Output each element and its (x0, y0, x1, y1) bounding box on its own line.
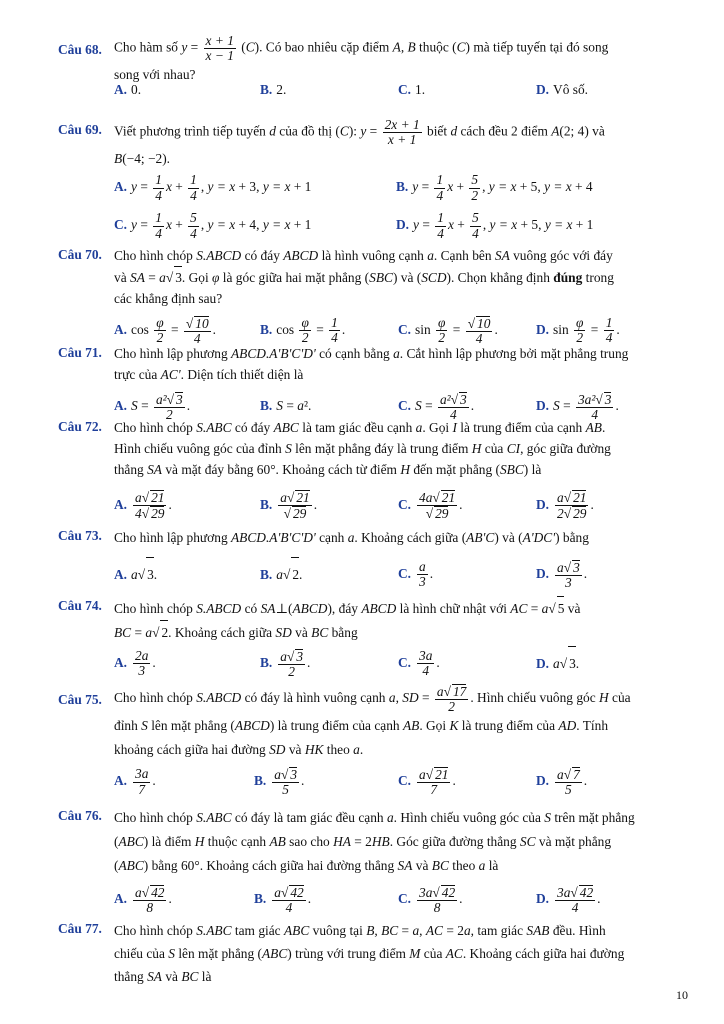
question-number: Câu 74. (58, 598, 102, 613)
question-stem: Cho hình chóp S.ABCD có đáy ABCD là hình vuông cạnh a. Cạnh bên SA vuông góc với đáy và SA = a√ 3. Gọi φ là góc giữa hai mặt phẳng (SBC) và (SCD). Chọn khẳng định đúng trong các khẳng định sau? (114, 248, 614, 306)
option-a: A. cos $\frac{\varphi}{2}$ = $\frac{√ 10}{4}$ . (114, 315, 217, 346)
question-71 (58, 343, 688, 423)
page-number: 10 (676, 988, 688, 1002)
option-c: C. S = $\frac{\text{a²√ 3}}{4}$ . (398, 391, 475, 422)
question-number: Câu 76. (58, 808, 102, 823)
option-d: D. $\frac{a√ 3}{3}$ . (536, 559, 588, 590)
options (114, 313, 688, 347)
question-number: Câu 68. (58, 42, 102, 57)
question-stem: Cho hình chóp S.ABCD có SA⊥(ABCD), đáy ABCD là hình chữ nhật với AC = a√ 5 và BC = a√ 2. Khoảng cách giữa SD và BC bằng (114, 596, 688, 644)
option-c: C. sin $\frac{\varphi}{2}$ = $\frac{√ 10}{4}$ . (398, 315, 498, 346)
option-d: D. a√ 3. (536, 646, 579, 681)
option-d: D. sin $\frac{\varphi}{2}$ = $\frac{1}{4}$ . (536, 315, 620, 346)
question-number: Câu 70. (58, 247, 102, 262)
question-number: Câu 75. (58, 692, 102, 707)
option-b: B. cos $\frac{\varphi}{2}$ = $\frac{1}{4}$ . (260, 315, 346, 346)
question-77 (58, 919, 688, 988)
question-number: Câu 69. (58, 122, 102, 137)
question-stem: Cho hình chóp S.ABC tam giác ABC vuông tại B, BC = a, AC = 2a, tam giác SAB đều. Hình chiếu của S lên mặt phẳng (ABC) trùng với trung điểm M của AC. Khoảng cách giữa hai đường thẳng SA và BC là (114, 923, 625, 984)
option-d: D. $\frac{3a√ 42}{4}$ . (536, 884, 601, 915)
option-a: A. $\frac{a√ 21}{4√ 29}$ . (114, 490, 172, 522)
option-b: B. 2. (260, 82, 287, 98)
question-stem: Viết phương trình tiếp tuyến d của đồ thị (C): y = $\frac{2x + 1}{x + 1}$ biết d cách đều 2 điểm A(2; 4) và B(−4; −2). (114, 117, 605, 167)
options (114, 764, 688, 798)
option-a: A. $\frac{a√ 42}{8}$ . (114, 884, 172, 915)
option-a: A. S = $\frac{\text{a²√ 3}}{2}$ . (114, 391, 191, 422)
options-row-2 (114, 208, 688, 242)
option-a: A. $\frac{2a}{3}$ . (114, 648, 156, 679)
question-72 (58, 417, 688, 524)
option-c: C. $\frac{a}{3}$ . (398, 559, 434, 590)
question-69 (58, 118, 688, 242)
option-d: D. y = $\frac{1}{4}$ x + $\frac{5}{4}$ , y = x + 5, y = x + 1 (396, 210, 594, 241)
question-74 (58, 596, 688, 680)
option-d: D. Vô số. (536, 82, 588, 98)
option-a: A. 0. (114, 82, 142, 98)
option-c: C. 1. (398, 82, 426, 98)
option-b: B. $\frac{a√ 21}{√ 29}$ . (260, 490, 318, 522)
option-c: C. $\frac{3a}{4}$ . (398, 648, 440, 679)
question-number: Câu 72. (58, 419, 102, 434)
option-a: A. a√ 3. (114, 557, 157, 592)
question-stem: Cho hình lập phương ABCD.A'B'C'D' cạnh a. Khoảng cách giữa (AB'C) và (A'DC') bằng (114, 530, 589, 545)
question-number: Câu 71. (58, 345, 102, 360)
option-a: A. $\frac{3a}{7}$ . (114, 766, 156, 797)
question-number: Câu 77. (58, 921, 102, 936)
option-c: C. $\frac{a√ 21}{7}$ . (398, 766, 456, 798)
options-row-1 (114, 170, 688, 204)
option-b: B. $\frac{a√ 42}{4}$ . (254, 884, 312, 915)
options (114, 646, 688, 680)
option-a: A. y = $\frac{1}{4}$ x + $\frac{1}{4}$ , y = x + 3, y = x + 1 (114, 172, 312, 203)
question-stem: Cho hình chóp S.ABC có đáy ABC là tam giác đều cạnh a. Gọi I là trung điểm của cạnh AB. Hình chiếu vuông góc của đỉnh S lên mặt phẳng đáy là trung điểm H của CI, góc giữa đường thẳng SA và mặt đáy bằng 60°. Khoảng cách từ điểm H đến mặt phẳng (SBC) là (114, 420, 611, 477)
option-b: B. y = $\frac{1}{4}$ x + $\frac{5}{2}$ , y = x + 5, y = x + 4 (396, 172, 593, 203)
option-b: B. S = a². (260, 398, 312, 413)
option-b: B. $\frac{a√ 3}{5}$ . (254, 766, 305, 798)
options (114, 80, 688, 100)
option-b: B. a√ 2. (260, 557, 302, 592)
question-73 (58, 526, 688, 591)
question-stem: Cho hình chóp S.ABCD có đáy là hình vuông cạnh a, SD = $\frac{a√ 17}{2}$ . Hình chiếu vuông góc H của đỉnh S lên mặt phẳng (ABCD) là trung điểm của cạnh AB. Gọi K là trung điểm của AD. Tính khoảng cách giữa hai đường SD và HK theo a. (114, 684, 631, 758)
options (114, 882, 688, 916)
option-c: C. $\frac{4a√ 21}{√ 29}$ . (398, 490, 463, 522)
option-d: D. S = $\frac{\text{3a²√ 3}}{4}$ . (536, 391, 619, 422)
option-d: D. $\frac{a√ 21}{2√ 29}$ . (536, 490, 594, 522)
option-b: B. $\frac{a√ 3}{2}$ . (260, 648, 311, 679)
question-stem: Cho hình chóp S.ABC có đáy là tam giác đều cạnh a. Hình chiếu vuông góc của S trên mặt phẳng (ABC) là điểm H thuộc cạnh AB sao cho HA = 2HB. Góc giữa đường thẳng SC và mặt phẳng (ABC) bằng 60°. Khoảng cách giữa hai đường thẳng SA và BC theo a là (114, 810, 635, 873)
options (114, 557, 688, 591)
question-stem: Cho hình lập phương ABCD.A'B'C'D' có cạnh bằng a. Cắt hình lập phương bởi mặt phẳng trung trực của AC'. Diện tích thiết diện là (114, 346, 629, 382)
question-76 (58, 806, 688, 916)
question-number: Câu 73. (58, 528, 102, 543)
option-c: C. y = $\frac{1}{4}$ x + $\frac{5}{4}$ , y = x + 4, y = x + 1 (114, 210, 312, 241)
option-c: C. $\frac{3a√ 42}{8}$ . (398, 884, 463, 915)
question-68 (58, 34, 688, 100)
question-75 (58, 684, 688, 798)
option-d: D. $\frac{a√ 7}{5}$ . (536, 766, 588, 798)
question-stem: Cho hàm số y = $\frac{x + 1}{x - 1}$ (C). Có bao nhiêu cặp điểm A, B thuộc (C) mà tiếp tuyến tại đó song song với nhau? (114, 33, 609, 83)
question-70 (58, 245, 688, 347)
options (114, 486, 688, 524)
